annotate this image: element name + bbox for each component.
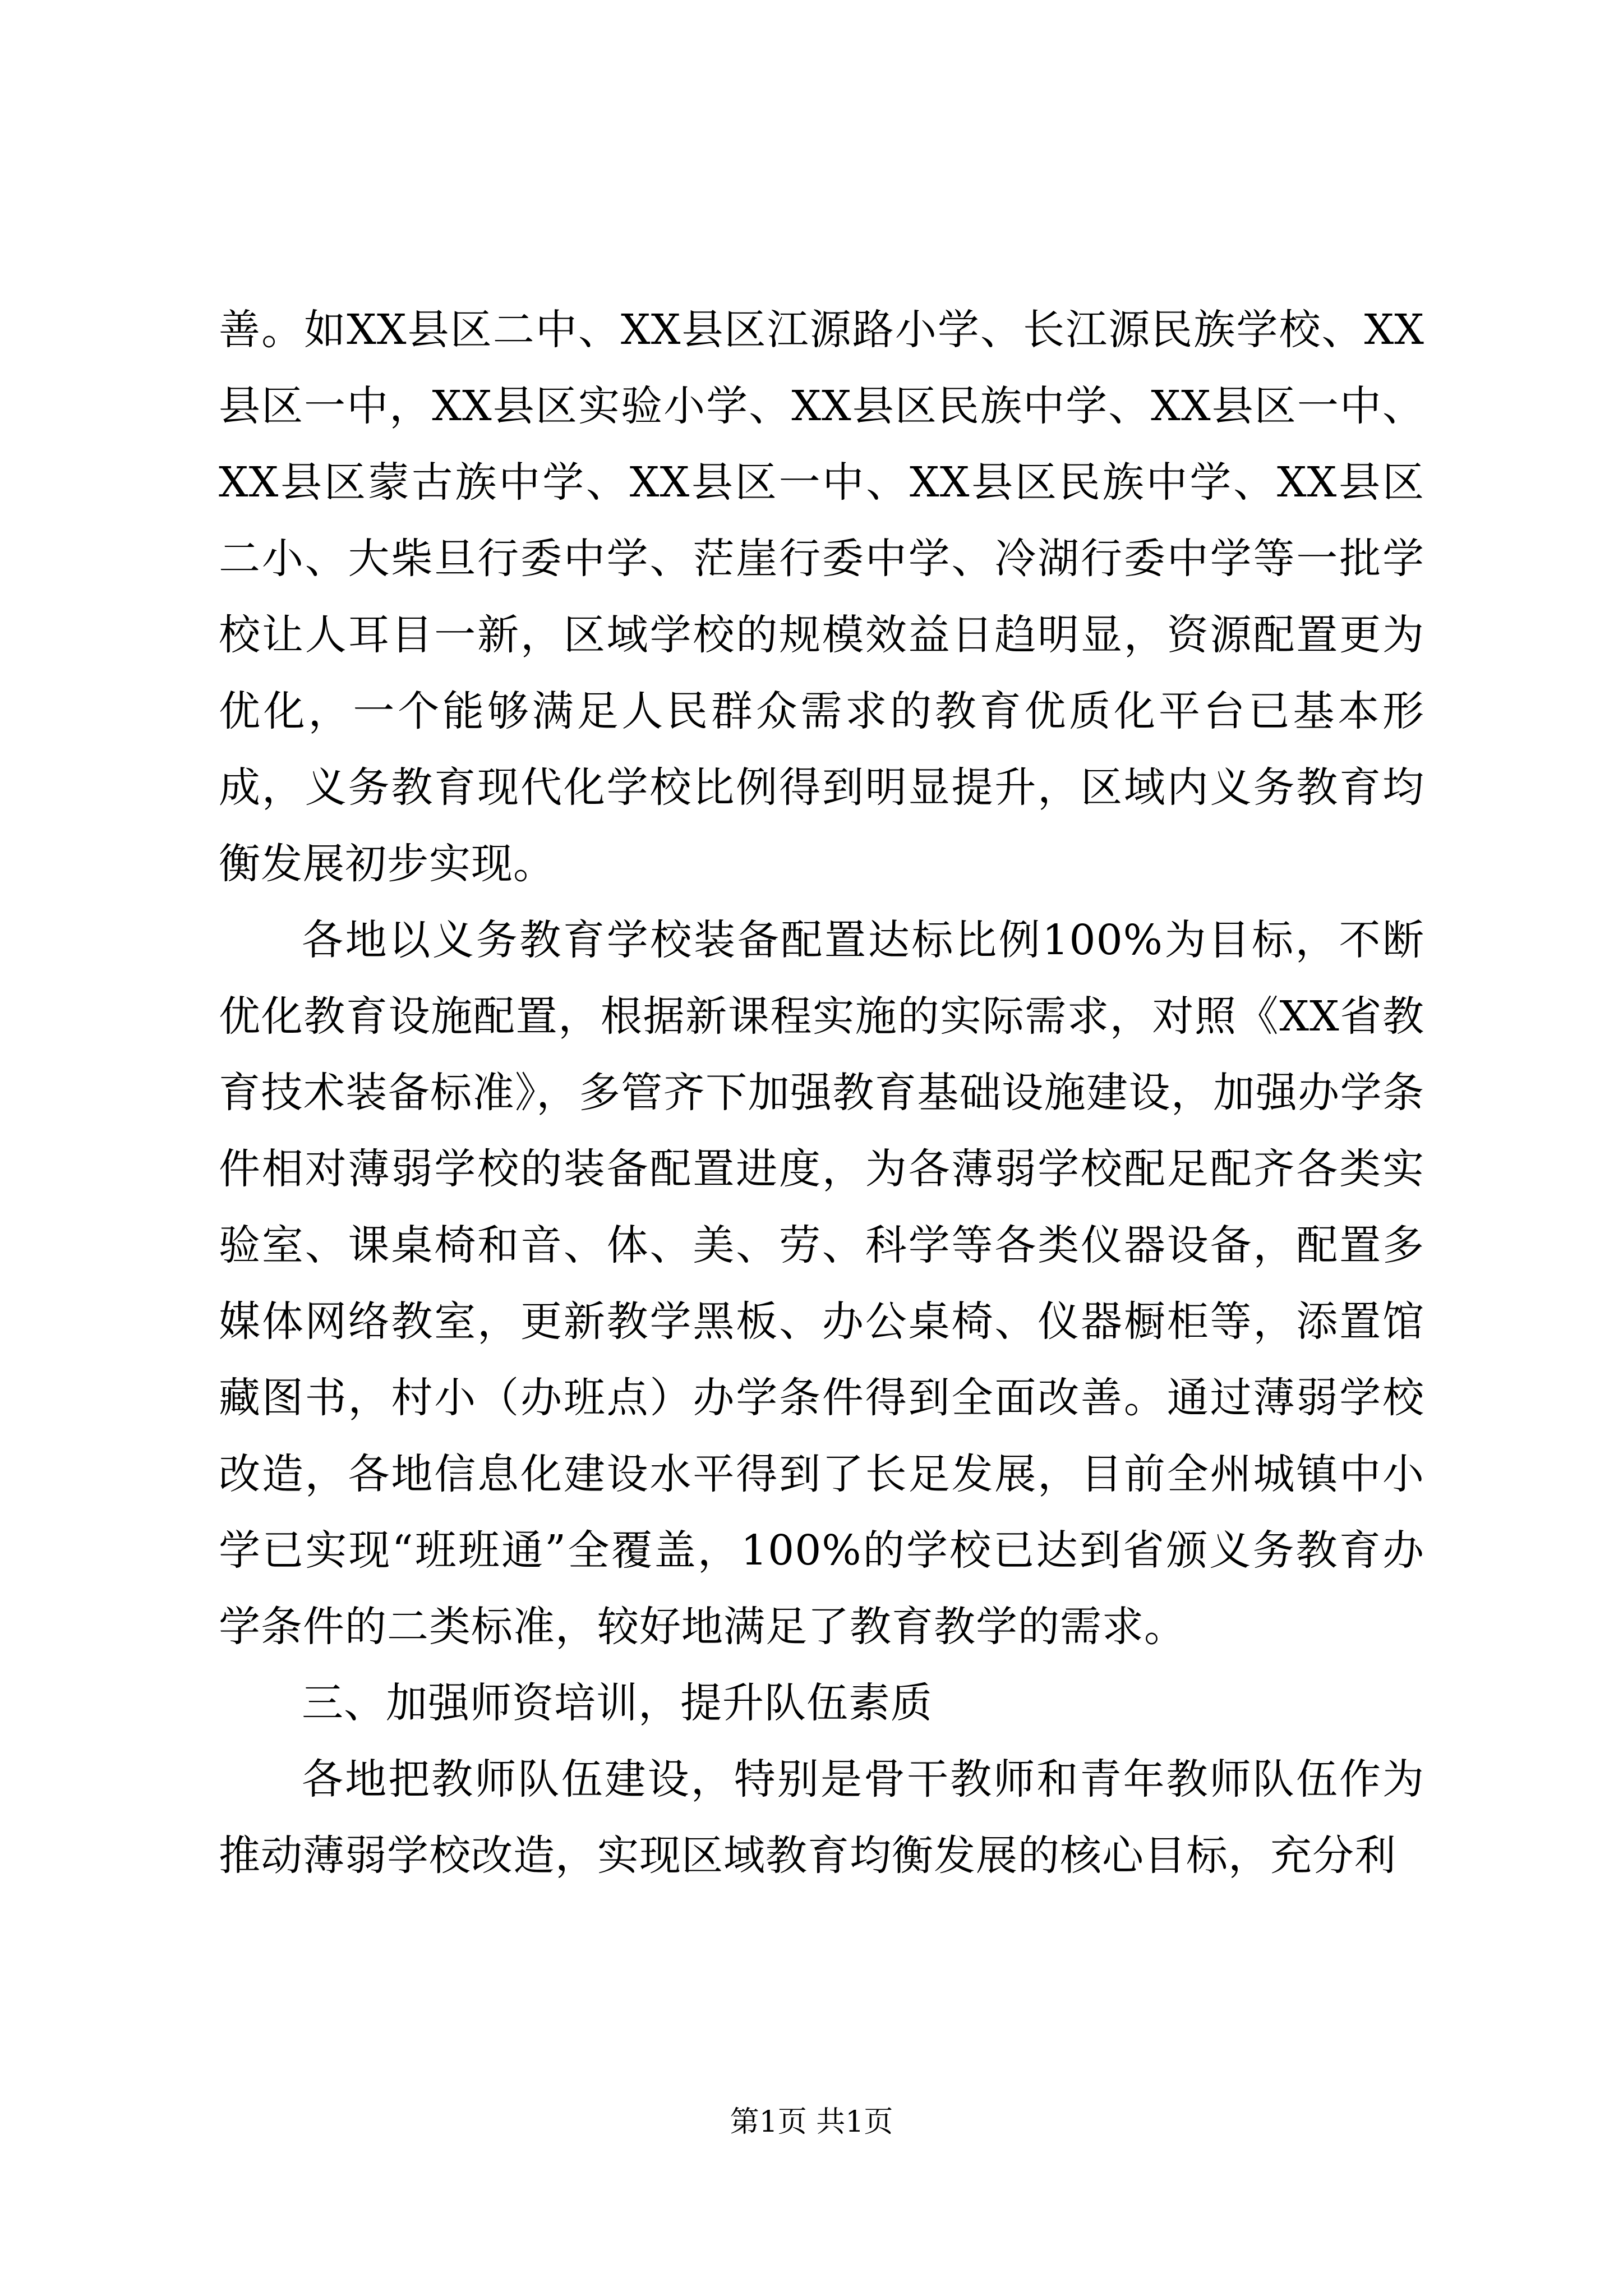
document-body xyxy=(219,292,1424,1894)
paragraph-1: 善。如XX县区二中、XX县区江源路小学、长江源民族学校、XX县区一中，XX县区实验小学、XX县区民族中学、XX县区一中、XX县区蒙古族中学、XX县区一中、XX县区民族中学、XX县区二小、大柴旦行委中学、茫崖行委中学、冷湖行委中学等一批学校让人耳目一新，区域学校的规模效益日趋明显，资源配置更为优化，一个能够满足人民群众需求的教育优质化平台已基本形成，义务教育现代化学校比例得到明显提升，区域内义务教育均衡发展初步实现。 xyxy=(219,306,1424,888)
paragraph-2: 各地以义务教育学校装备配置达标比例100%为目标，不断优化教育设施配置，根据新课程实施的实际需求，对照《XX省教育技术装备标准》，多管齐下加强教育基础设施建设，加强办学条件相对薄弱学校的装备配置进度，为各薄弱学校配足配齐各类实验室、课桌椅和音、体、美、劳、科学等各类仪器设备，配置多媒体网络教室，更新教学黑板、办公桌椅、仪器橱柜等，添置馆藏图书，村小（办班点）办学条件得到全面改善。通过薄弱学校改造，各地信息化建设水平得到了长足发展，目前全州城镇中小学已实现“班班通”全覆盖，100%的学校已达到省颁义务教育办学条件的二类标准，较好地满足了教育教学的需求。 xyxy=(219,916,1424,1651)
paragraph-3: 各地把教师队伍建设，特别是骨干教师和青年教师队伍作为推动薄弱学校改造，实现区域教育均衡发展的核心目标，充分利 xyxy=(219,1755,1424,1880)
section-heading: 三、加强师资培训，提升队伍素质 xyxy=(302,1679,933,1727)
page-number-footer: 第1页 共1页 xyxy=(730,2105,893,2139)
